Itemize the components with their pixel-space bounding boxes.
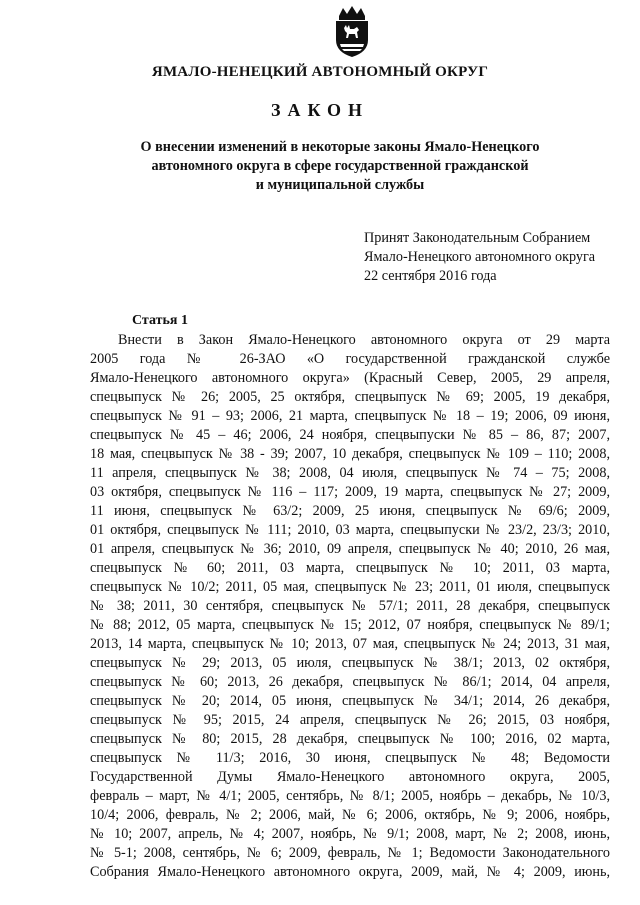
article-line: 18 мая, спецвыпуск № 38 - 39; 2007, 10 декабря, спецвыпуск № 109 – 110; 2008, (90, 446, 610, 462)
article-line: № 10; 2007, апрель, № 4; 2007, ноябрь, № 9/1; 2008, март, № 2; 2008, июнь, (90, 826, 610, 842)
article-line: 10/4; 2006, февраль, № 2; 2006, май, № 6; 2006, октябрь, № 9; 2006, ноябрь, (90, 807, 610, 823)
article-line: спецвыпуск № 20; 2014, 05 июня, спецвыпуск № 34/1; 2014, 26 декабря, (90, 693, 610, 709)
article-line: № 38; 2011, 30 сентября, спецвыпуск № 57/1; 2011, 28 декабря, спецвыпуск (90, 598, 610, 614)
article-line: Государственной Думы Ямало-Ненецкого автономного округа, 2005, (90, 769, 610, 785)
article-heading: Статья 1 (132, 313, 188, 328)
adoption-line: Ямало-Ненецкого автономного округа (364, 249, 596, 265)
article-line: спецвыпуск № 26; 2005, 25 октября, спецвыпуск № 69; 2005, 19 декабря, (90, 389, 610, 405)
article-line: спецвыпуск № 45 – 46; 2006, 24 ноября, спецвыпуски № 85 – 86, 87; 2007, (90, 427, 610, 443)
article-line: спецвыпуск № 10/2; 2011, 05 мая, спецвыпуск № 23; 2011, 01 июля, спецвыпуск (90, 579, 610, 595)
article-line: 01 апреля, спецвыпуск № 36; 2010, 09 апреля, спецвыпуск № 40; 2010, 26 мая, (90, 541, 610, 557)
adoption-line: Принят Законодательным Собранием (364, 230, 591, 246)
document-type-title: ЗАКОН (270, 100, 370, 120)
article-line: 01 октября, спецвыпуск № 111; 2010, 03 марта, спецвыпуски № 23/2, 23/3; 2010, (90, 522, 610, 538)
article-line: 03 октября, спецвыпуск № 116 – 117; 2009, 19 марта, спецвыпуск № 27; 2009, (90, 484, 610, 500)
law-subject-line: О внесении изменений в некоторые законы Ямало-Ненецкого (140, 139, 540, 155)
article-line: спецвыпуск № 60; 2011, 03 марта, спецвыпуск № 10; 2011, 03 марта, (90, 560, 610, 576)
article-line: спецвыпуск № 60; 2013, 26 декабря, спецвыпуск № 86/1; 2014, 04 апреля, (90, 674, 610, 690)
article-line: № 5-1; 2008, сентябрь, № 6; 2009, февраль, № 1; Ведомости Законодательного (90, 845, 610, 861)
article-line: спецвыпуск № 11/3; 2016, 30 июня, спецвыпуск № 48; Ведомости (90, 750, 610, 766)
article-line: 11 июня, спецвыпуск № 63/2; 2009, 25 июня, спецвыпуск № 69/6; 2009, (90, 503, 610, 519)
coat-of-arms-icon (330, 6, 374, 58)
article-line: спецвыпуск № 91 – 93; 2006, 21 марта, спецвыпуск № 18 – 19; 2006, 09 июня, (90, 408, 610, 424)
adoption-note (364, 229, 595, 286)
region-name: ЯМАЛО-НЕНЕЦКИЙ АВТОНОМНЫЙ ОКРУГ (151, 64, 489, 80)
article-line: № 88; 2012, 05 марта, спецвыпуск № 15; 2012, 07 ноября, спецвыпуск № 89/1; (90, 617, 610, 633)
law-subject-line: автономного округа в сфере государственной гражданской (151, 158, 529, 174)
article-line: спецвыпуск № 95; 2015, 24 апреля, спецвыпуск № 26; 2015, 03 ноября, (90, 712, 610, 728)
law-subject-line: и муниципальной службы (255, 177, 425, 193)
article-line: 2005 года № 26-ЗАО «О государственной гражданской службе (90, 351, 610, 367)
article-line: Ямало-Ненецкого автономного округа» (Красный Север, 2005, 29 апреля, (90, 370, 610, 386)
article-body (90, 331, 610, 882)
law-subject (120, 138, 560, 195)
article-line: 2013, 14 марта, спецвыпуск № 10; 2013, 07 мая, спецвыпуск № 24; 2013, 31 мая, (90, 636, 610, 652)
article-line: Внести в Закон Ямало-Ненецкого автономного округа от 29 марта (118, 332, 610, 348)
article-line: спецвыпуск № 29; 2013, 05 июля, спецвыпуск № 38/1; 2013, 02 октября, (90, 655, 610, 671)
article-line: спецвыпуск № 80; 2015, 28 декабря, спецвыпуск № 100; 2016, 02 марта, (90, 731, 610, 747)
article-line: февраль – март, № 4/1; 2005, сентябрь, № 8/1; 2005, ноябрь – декабрь, № 10/3, (90, 788, 610, 804)
adoption-line: 22 сентября 2016 года (364, 268, 497, 284)
article-line: 11 апреля, спецвыпуск № 38; 2008, 04 июля, спецвыпуск № 74 – 75; 2008, (90, 465, 610, 481)
article-line: Собрания Ямало-Ненецкого автономного округа, 2009, май, № 4; 2009, июнь, (90, 864, 610, 880)
